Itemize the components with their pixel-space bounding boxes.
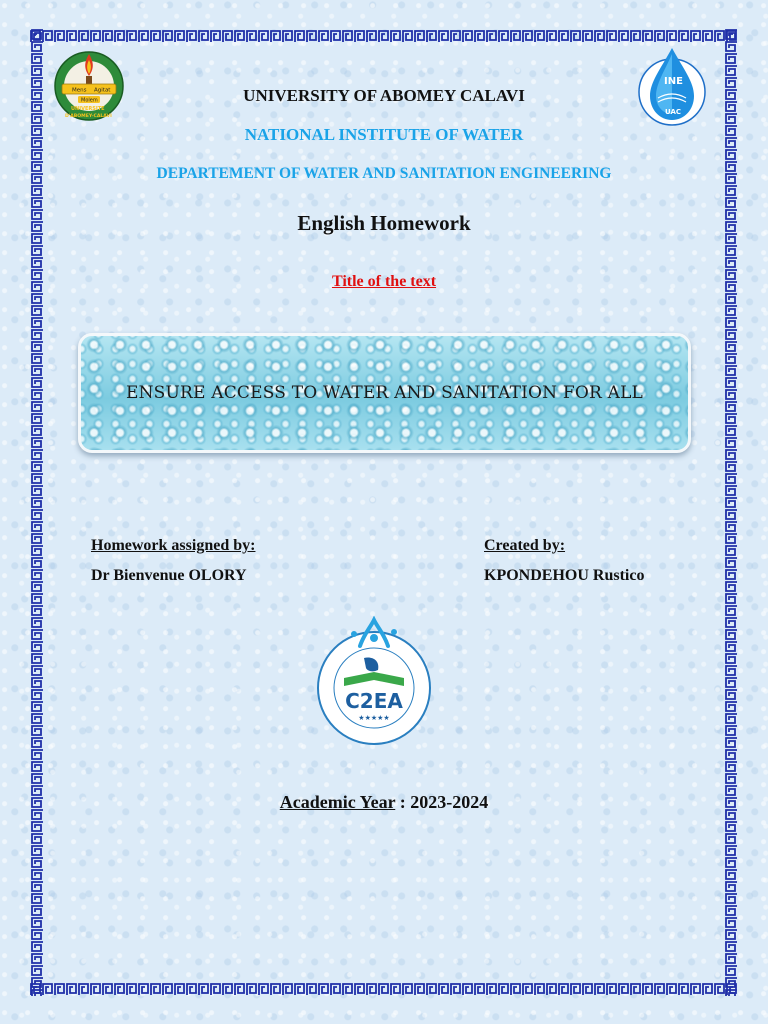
homework-title: English Homework [297,211,471,235]
title-banner [78,333,691,453]
svg-text:Mens: Mens [72,87,87,94]
svg-text:C2EA: C2EA [345,689,403,713]
created-by-label: Created by: [484,537,566,554]
academic-year-label: Academic Year [279,792,396,812]
assigned-by-name: Dr Bienvenue OLORY [91,567,247,584]
c2ea-logo-icon [314,616,434,746]
university-crest-icon [50,46,128,122]
academic-year-value: 2023-2024 [410,792,489,812]
page-border-top [30,29,738,43]
academic-year [0,792,768,813]
assigned-by-label: Homework assigned by: [91,537,256,554]
page-border-bottom [30,982,738,996]
academic-year-separator: : [395,792,411,812]
created-by-name: KPONDEHOU Rustico [484,567,645,584]
institute-name: NATIONAL INSTITUTE OF WATER [244,125,524,144]
svg-text:UAC: UAC [665,108,682,116]
svg-text:D'ABOMEY-CALAVI: D'ABOMEY-CALAVI [65,114,112,119]
svg-text:Agitat: Agitat [94,87,111,94]
svg-text:UNIVERSITE: UNIVERSITE [71,106,105,112]
text-title: ENSURE ACCESS TO WATER AND SANITATION FOR ALL [125,383,644,403]
title-label: Title of the text [331,273,437,290]
svg-text:INE: INE [664,76,683,87]
svg-text:Molem: Molem [81,97,98,104]
university-name: UNIVERSITY OF ABOMEY CALAVI [243,86,525,105]
svg-text:★★★★★: ★★★★★ [358,714,390,722]
department-name: DEPARTEMENT OF WATER AND SANITATION ENGINEERING [156,165,612,182]
